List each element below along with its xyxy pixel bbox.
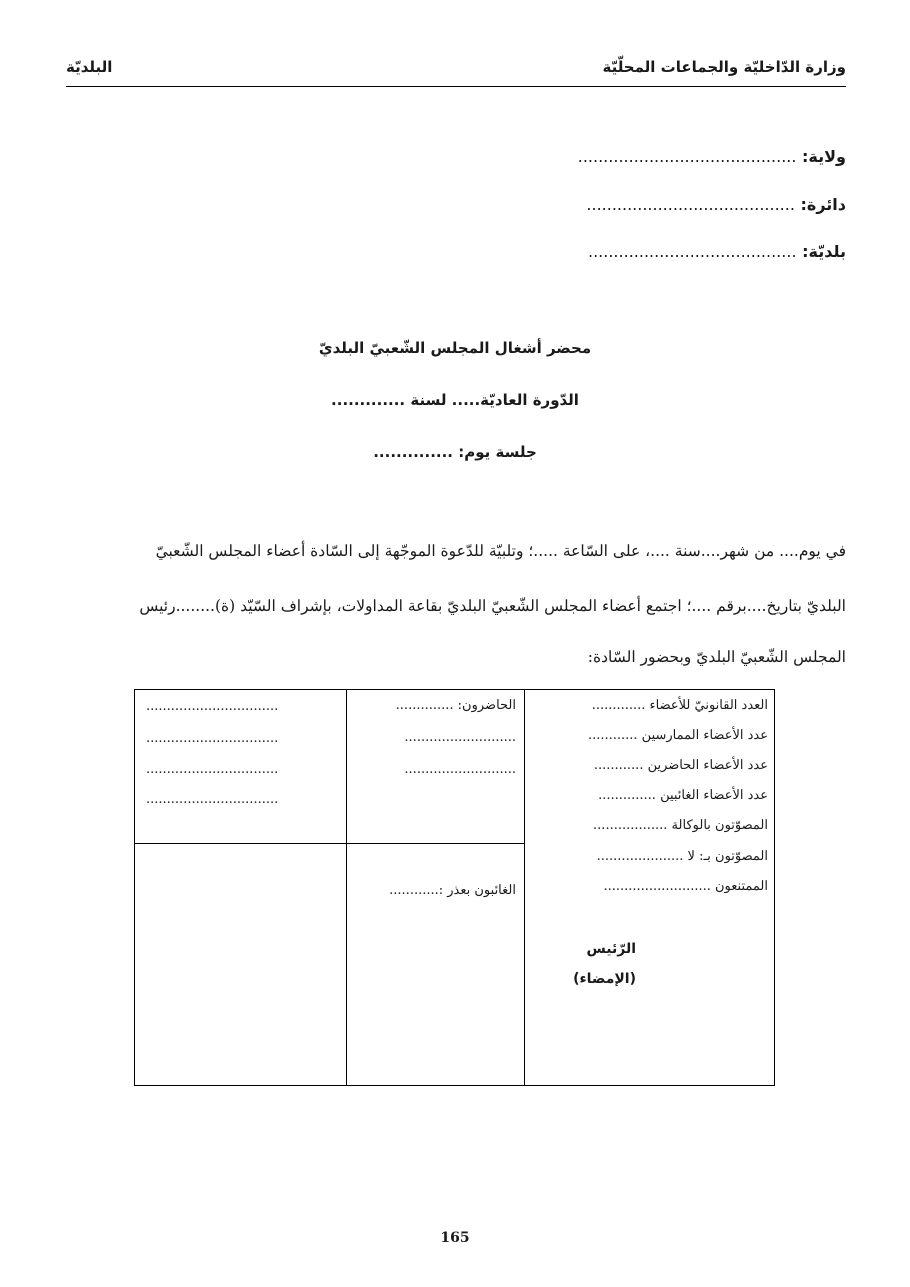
header-divider (66, 86, 846, 87)
field-wilaya-dots: ........................................... (577, 147, 797, 166)
names-dots-4: ................................ (146, 792, 279, 807)
stat-proxy-voters: المصوّتون بالوكالة .................. (593, 818, 768, 833)
page-number: 165 (440, 1230, 470, 1246)
paragraph-line-2: البلديّ بتاريخ....برقم ....؛ اجتمع أعضاء المجلس الشّعبيّ البلديّ بقاعة المداولات، بإشراف السّيّد (ة)........رئيس (139, 597, 846, 615)
stat-present-members: عدد الأعضاء الحاضرين ............ (593, 758, 768, 773)
municipality-header: البلديّة (66, 58, 113, 76)
attendance-table (134, 689, 775, 1086)
table-divider-right (524, 690, 525, 1085)
field-baladiya-label: بلديّة: (802, 242, 846, 261)
president-label: الرّئيس (586, 941, 636, 957)
session-day: جلسة يوم: .............. (373, 443, 537, 461)
session-type: الدّورة العاديّة..... لسنة ............. (331, 391, 579, 409)
paragraph-line-3: المجلس الشّعبيّ البلديّ وبحضور السّادة: (587, 648, 846, 666)
field-wilaya-label: ولاية: (802, 147, 846, 166)
stat-no-voters: المصوّتون بـ: لا ..................... (596, 849, 768, 864)
names-dots-3: ................................ (146, 762, 279, 777)
field-daira-label: دائرة: (800, 195, 846, 214)
field-daira (586, 195, 846, 214)
field-wilaya (578, 147, 846, 166)
field-daira-dots: ......................................... (586, 195, 795, 214)
present-label: الحاضرون: .............. (395, 698, 516, 713)
stat-legal-members: العدد القانونيّ للأعضاء ............. (591, 698, 768, 713)
document-title: محضر أشغال المجلس الشّعبيّ البلديّ (318, 339, 592, 357)
paragraph-line-1: في يوم.... من شهر....سنة ....، على السّاعة .....؛ وتلبيّة للدّعوة الموجّهة إلى السّادة أعضاء المجلس الشّعبيّ (155, 542, 846, 560)
ministry-header: وزارة الدّاخليّة والجماعات المحلّيّة (602, 58, 846, 76)
stat-absent-members: عدد الأعضاء الغائبين .............. (598, 788, 768, 803)
names-dots-2: ................................ (146, 731, 279, 746)
present-dots-2: ........................... (404, 762, 516, 777)
absent-excused-label: الغائبون بعذر :............ (389, 883, 516, 898)
table-divider-horizontal (135, 843, 525, 844)
names-dots-1: ................................ (146, 699, 279, 714)
field-baladiya (588, 242, 846, 261)
stat-practicing-members: عدد الأعضاء الممارسين ............ (587, 728, 768, 743)
stat-abstainers: الممتنعون .......................... (603, 879, 768, 894)
present-dots-1: ........................... (404, 730, 516, 745)
table-divider-left (346, 690, 347, 1085)
signature-label: (الإمضاء) (573, 971, 636, 987)
field-baladiya-dots: ......................................... (588, 242, 797, 261)
